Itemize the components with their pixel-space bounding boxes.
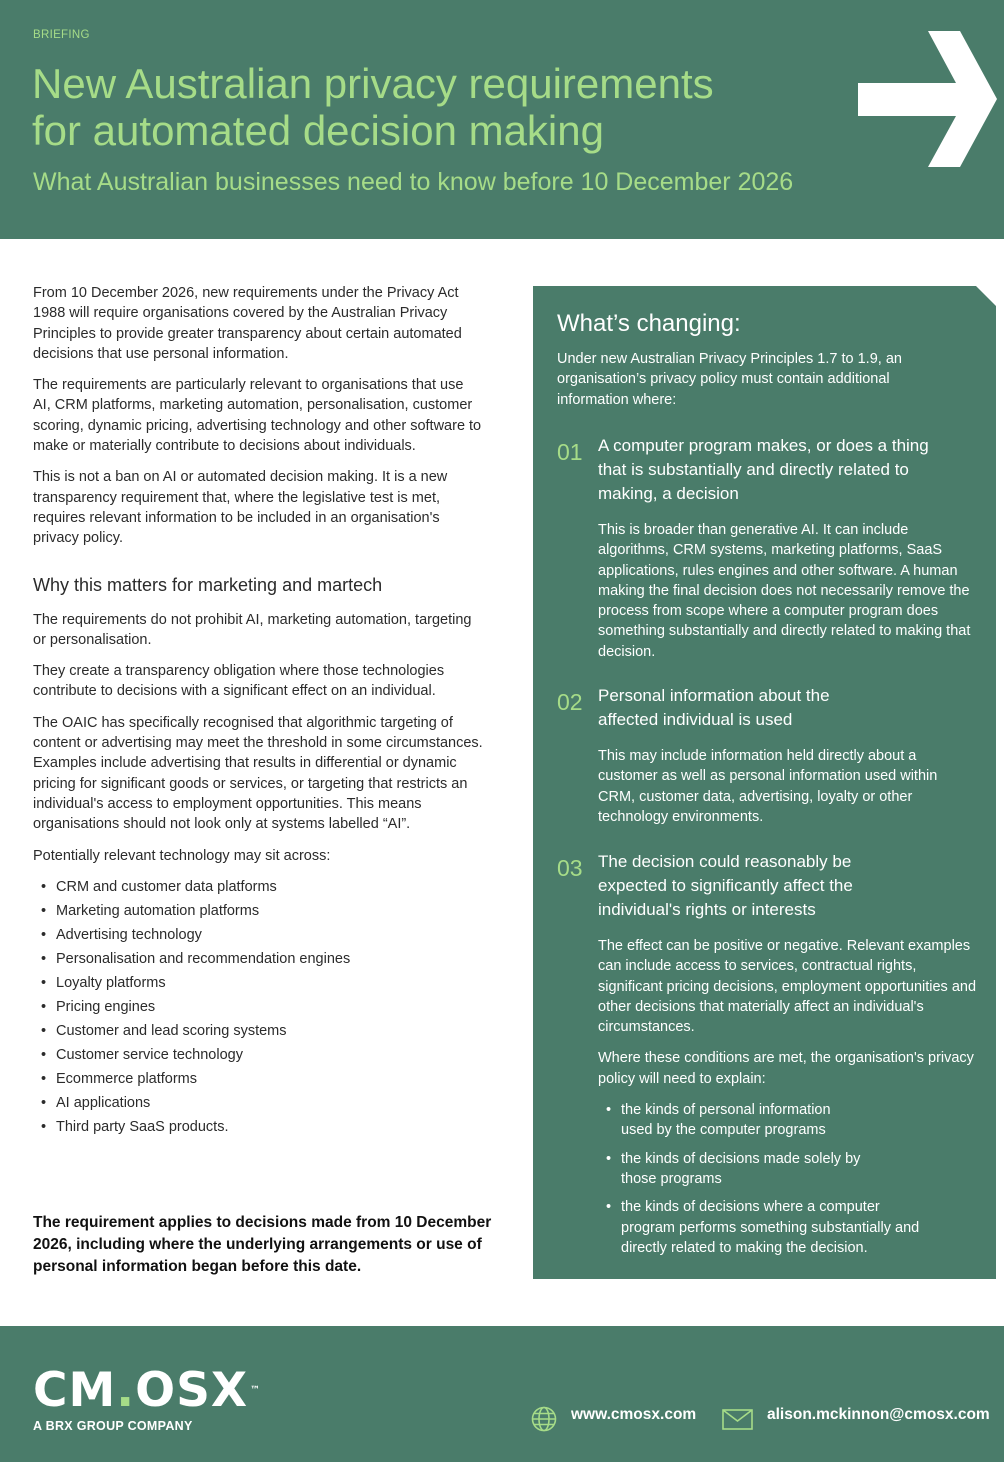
website-link[interactable]: www.cmosx.com <box>571 1406 697 1423</box>
list-item: • AI applications <box>33 1094 483 1112</box>
section-paragraph: They create a transparency obligation where those technologies contribute to decisions with a significant effect on an individual. <box>33 663 445 700</box>
intro-paragraph: From 10 December 2026, new requirements under the Privacy Act 1988 will require organisations covered by the Australian Privacy Principles to provide greater transparency about certain automated decisions that use personal information. <box>33 285 462 362</box>
list-item: • Advertising technology <box>33 926 483 944</box>
item-paragraph: This is broader than generative AI. It can include algorithms, CRM systems, marketing platforms, SaaS applications, rules engines and other software. A human making the final decision does not necessarily remove the process from scope where a computer program does something substantially and directly related to making that decision. <box>598 522 971 660</box>
list-item: • Customer service technology <box>33 1046 483 1064</box>
footer <box>0 1326 1004 1462</box>
mail-icon <box>722 1409 753 1430</box>
item-number: 03 <box>557 855 583 881</box>
list-item: • Ecommerce platforms <box>33 1070 483 1088</box>
panel-heading: What’s changing: <box>557 310 741 337</box>
list-item: • Loyalty platforms <box>33 974 483 992</box>
page-title <box>32 60 832 154</box>
arrow-right-icon <box>857 30 997 168</box>
email-link[interactable]: alison.mckinnon@cmosx.com <box>767 1406 990 1423</box>
requirement-item-02 <box>557 684 977 838</box>
intro-paragraph: This is not a ban on AI or automated decision making. It is a new transparency requirement that, where the legislative test is met, requires relevant information to be included in an organisation's privacy policy. <box>33 469 448 547</box>
item-title: A computer program makes, or does a thing that is substantially and directly related to making, a decision <box>598 436 929 503</box>
title-line-1: New Australian privacy requirements <box>32 60 714 107</box>
item-body <box>598 520 977 662</box>
trademark-mark: ™ <box>250 1385 262 1396</box>
list-item: • Pricing engines <box>33 998 483 1016</box>
list-item: • Third party SaaS products. <box>33 1118 483 1136</box>
eyebrow-label: BRIEFING <box>33 29 90 41</box>
whats-changing-panel <box>533 286 996 1279</box>
logo-text: CM <box>33 1363 117 1418</box>
logo-dot: . <box>116 1363 136 1418</box>
item-title: Personal information about the affected individual is used <box>598 686 830 729</box>
section-heading: Why this matters for marketing and martech <box>33 574 383 595</box>
left-column <box>33 283 483 1142</box>
item-paragraph: This may include information held directly about a customer as well as personal information used within CRM, customer data, advertising, loyalty or other technology environments. <box>598 748 938 825</box>
globe-icon <box>531 1406 557 1432</box>
list-item: • the kinds of decisions made solely by those programs <box>598 1149 868 1190</box>
list-item: • the kinds of decisions where a computer program performs something substantially and directly related to making the decision. <box>598 1197 928 1258</box>
page-subtitle: What Australian businesses need to know before 10 December 2026 <box>33 168 794 196</box>
requirement-item-03 <box>557 850 977 1266</box>
header-banner <box>0 0 1004 239</box>
technology-list <box>33 878 483 1136</box>
section-paragraph: The requirements do not prohibit AI, marketing automation, targeting or personalisation. <box>33 611 472 648</box>
panel-corner-cut <box>976 286 996 306</box>
item-body <box>598 746 977 827</box>
item-number: 01 <box>557 439 583 465</box>
section-paragraph: The OAIC has specifically recognised that algorithmic targeting of content or advertising may meet the threshold in some circumstances. Examples include advertising that results in differential or dynamic pricing for significant goods or services, or targeting that restricts an individual's access to employment opportunities. This means organisations should not look only at systems labelled “AI”. <box>33 714 483 833</box>
list-item: • Customer and lead scoring systems <box>33 1022 483 1040</box>
cmosx-logo <box>33 1363 262 1418</box>
list-item: • Personalisation and recommendation engines <box>33 950 483 968</box>
item-paragraph: Where these conditions are met, the organisation's privacy policy will need to explain: <box>598 1050 974 1087</box>
list-item: • Marketing automation platforms <box>33 902 483 920</box>
item-title: The decision could reasonably be expected to significantly affect the individual's rights or interests <box>598 852 853 919</box>
panel-intro: Under new Australian Privacy Principles 1.7 to 1.9, an organisation’s privacy policy must contain additional information where: <box>557 351 902 408</box>
requirement-item-01 <box>557 434 977 673</box>
item-body <box>598 936 977 1258</box>
explain-list <box>598 1100 977 1258</box>
item-paragraph: The effect can be positive or negative. Relevant examples can include access to services, contractual rights, significant pricing decisions, employment opportunities and other decisions that materially affect an individual's circumstances. <box>598 938 977 1036</box>
closing-statement: The requirement applies to decisions made from 10 December 2026, including where the underlying arrangements or use of personal information began before this date. <box>33 1214 492 1275</box>
logo-text: OSX <box>135 1363 249 1418</box>
intro-paragraph: The requirements are particularly relevant to organisations that use AI, CRM platforms, marketing automation, personalisation, customer scoring, dynamic pricing, advertising technology and other software to make or materially contribute to decisions about individuals. <box>33 377 482 455</box>
list-item: • CRM and customer data platforms <box>33 878 483 896</box>
section-paragraph: Potentially relevant technology may sit across: <box>33 847 331 864</box>
logo-tagline: A BRX GROUP COMPANY <box>33 1419 193 1433</box>
title-line-2: for automated decision making <box>32 107 604 154</box>
item-number: 02 <box>557 689 583 715</box>
list-item: • the kinds of personal information used by the computer programs <box>598 1100 858 1141</box>
